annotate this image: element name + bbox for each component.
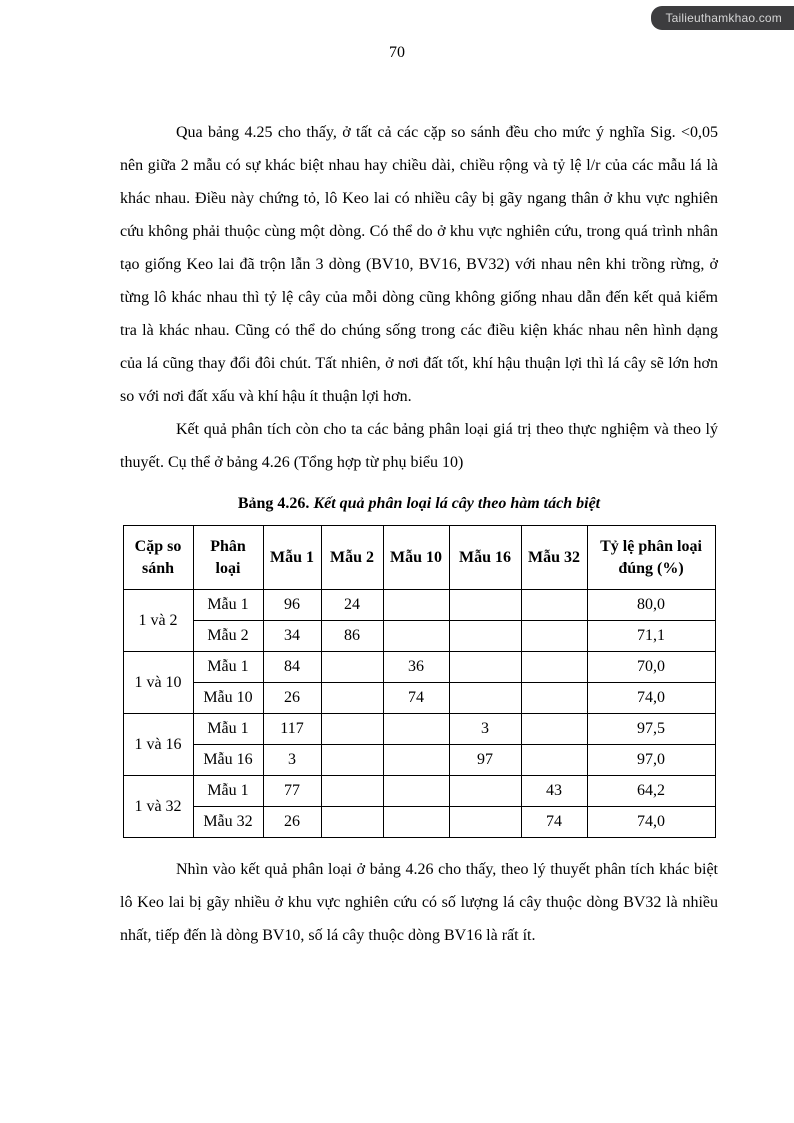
pair-cell: 1 và 16 bbox=[123, 714, 193, 776]
value-cell: 24 bbox=[321, 590, 383, 621]
value-cell: 97 bbox=[449, 745, 521, 776]
value-cell bbox=[383, 714, 449, 745]
value-cell: 96 bbox=[263, 590, 321, 621]
value-cell bbox=[449, 652, 521, 683]
value-cell bbox=[383, 590, 449, 621]
value-cell bbox=[449, 621, 521, 652]
value-cell bbox=[521, 683, 587, 714]
header-mau-10: Mẫu 10 bbox=[383, 526, 449, 590]
value-cell bbox=[383, 776, 449, 807]
watermark-link[interactable]: Tailieuthamkhao.com bbox=[651, 6, 794, 30]
class-label-cell: Mẫu 1 bbox=[193, 590, 263, 621]
value-cell bbox=[383, 621, 449, 652]
table-caption bbox=[120, 495, 718, 513]
class-label-cell: Mẫu 2 bbox=[193, 621, 263, 652]
table-row bbox=[123, 621, 715, 652]
class-label-cell: Mẫu 1 bbox=[193, 714, 263, 745]
paragraph-discussion-3: Nhìn vào kết quả phân loại ở bảng 4.26 cho thấy, theo lý thuyết phân tích khác biệt lô Keo lai bị gãy nhiều ở khu vực nghiên cứu có số lượng lá cây thuộc dòng BV32 là nhiều nhất, tiếp đến là dòng BV10, số lá cây thuộc dòng BV16 là rất ít. bbox=[120, 861, 718, 944]
value-cell bbox=[449, 776, 521, 807]
value-cell bbox=[383, 807, 449, 838]
paragraph-discussion-2: Kết quả phân tích còn cho ta các bảng phân loại giá trị theo thực nghiệm và theo lý thuyết. Cụ thể ở bảng 4.26 (Tổng hợp từ phụ biểu 10) bbox=[120, 421, 718, 471]
value-cell: 74 bbox=[521, 807, 587, 838]
pair-cell: 1 và 10 bbox=[123, 652, 193, 714]
value-cell bbox=[521, 621, 587, 652]
rate-cell: 97,5 bbox=[587, 714, 715, 745]
header-cap-so-sanh: Cặp so sánh bbox=[123, 526, 193, 590]
document-content bbox=[120, 116, 718, 952]
header-mau-2: Mẫu 2 bbox=[321, 526, 383, 590]
value-cell bbox=[321, 683, 383, 714]
pair-cell: 1 và 32 bbox=[123, 776, 193, 838]
value-cell bbox=[449, 590, 521, 621]
table-row bbox=[123, 807, 715, 838]
value-cell: 74 bbox=[383, 683, 449, 714]
header-phan-loai: Phân loại bbox=[193, 526, 263, 590]
value-cell: 43 bbox=[521, 776, 587, 807]
value-cell: 3 bbox=[449, 714, 521, 745]
value-cell: 3 bbox=[263, 745, 321, 776]
table-row bbox=[123, 745, 715, 776]
class-label-cell: Mẫu 16 bbox=[193, 745, 263, 776]
paragraph-discussion-1: Qua bảng 4.25 cho thấy, ở tất cả các cặp so sánh đều cho mức ý nghĩa Sig. <0,05 nên giữa 2 mẫu có sự khác biệt nhau hay chiều dài, chiều rộng và tỷ lệ l/r của các mẫu lá là khác nhau. Điều này chứng tỏ, lô Keo lai có nhiều cây bị gãy ngang thân ở khu vực nghiên cứu không phải thuộc cùng một dòng. Có thể do ở khu vực nghiên cứu, trong quá trình nhân tạo giống Keo lai đã trộn lẫn 3 dòng (BV10, BV16, BV32) với nhau nên khi trồng rừng, ở từng lô khác nhau thì tỷ lệ cây của mỗi dòng cũng không giống nhau dẫn đến kết quả kiểm tra là khác nhau. Cũng có thể do chúng sống trong các điều kiện khác nhau nên hình dạng của lá cũng thay đổi đôi chút. Tất nhiên, ở nơi đất tốt, khí hậu thuận lợi thì lá cây sẽ lớn hơn so với nơi đất xấu và khí hậu ít thuận lợi hơn. bbox=[120, 124, 718, 405]
pair-cell: 1 và 2 bbox=[123, 590, 193, 652]
value-cell bbox=[321, 745, 383, 776]
table-row bbox=[123, 590, 715, 621]
table-row bbox=[123, 683, 715, 714]
header-ty-le: Tỷ lệ phân loại đúng (%) bbox=[587, 526, 715, 590]
header-mau-1: Mẫu 1 bbox=[263, 526, 321, 590]
class-label-cell: Mẫu 10 bbox=[193, 683, 263, 714]
table-header-row bbox=[123, 526, 715, 590]
value-cell: 26 bbox=[263, 807, 321, 838]
rate-cell: 80,0 bbox=[587, 590, 715, 621]
header-mau-16: Mẫu 16 bbox=[449, 526, 521, 590]
value-cell bbox=[521, 590, 587, 621]
rate-cell: 74,0 bbox=[587, 683, 715, 714]
class-label-cell: Mẫu 1 bbox=[193, 652, 263, 683]
value-cell bbox=[321, 776, 383, 807]
value-cell bbox=[521, 745, 587, 776]
table-row bbox=[123, 714, 715, 745]
class-label-cell: Mẫu 32 bbox=[193, 807, 263, 838]
value-cell: 26 bbox=[263, 683, 321, 714]
value-cell bbox=[321, 652, 383, 683]
value-cell bbox=[449, 683, 521, 714]
value-cell bbox=[383, 745, 449, 776]
value-cell bbox=[521, 714, 587, 745]
rate-cell: 74,0 bbox=[587, 807, 715, 838]
rate-cell: 97,0 bbox=[587, 745, 715, 776]
table-caption-label: Bảng 4.26. bbox=[237, 495, 314, 512]
value-cell bbox=[521, 652, 587, 683]
value-cell: 36 bbox=[383, 652, 449, 683]
table-row bbox=[123, 776, 715, 807]
table-caption-text: Kết quả phân loại lá cây theo hàm tách biệt bbox=[313, 495, 601, 512]
classification-table bbox=[123, 525, 716, 838]
page-number: 70 bbox=[389, 44, 405, 61]
value-cell bbox=[321, 807, 383, 838]
value-cell: 86 bbox=[321, 621, 383, 652]
value-cell: 117 bbox=[263, 714, 321, 745]
value-cell bbox=[449, 807, 521, 838]
value-cell: 77 bbox=[263, 776, 321, 807]
header-mau-32: Mẫu 32 bbox=[521, 526, 587, 590]
rate-cell: 70,0 bbox=[587, 652, 715, 683]
value-cell bbox=[321, 714, 383, 745]
table-row bbox=[123, 652, 715, 683]
rate-cell: 64,2 bbox=[587, 776, 715, 807]
class-label-cell: Mẫu 1 bbox=[193, 776, 263, 807]
value-cell: 34 bbox=[263, 621, 321, 652]
rate-cell: 71,1 bbox=[587, 621, 715, 652]
value-cell: 84 bbox=[263, 652, 321, 683]
